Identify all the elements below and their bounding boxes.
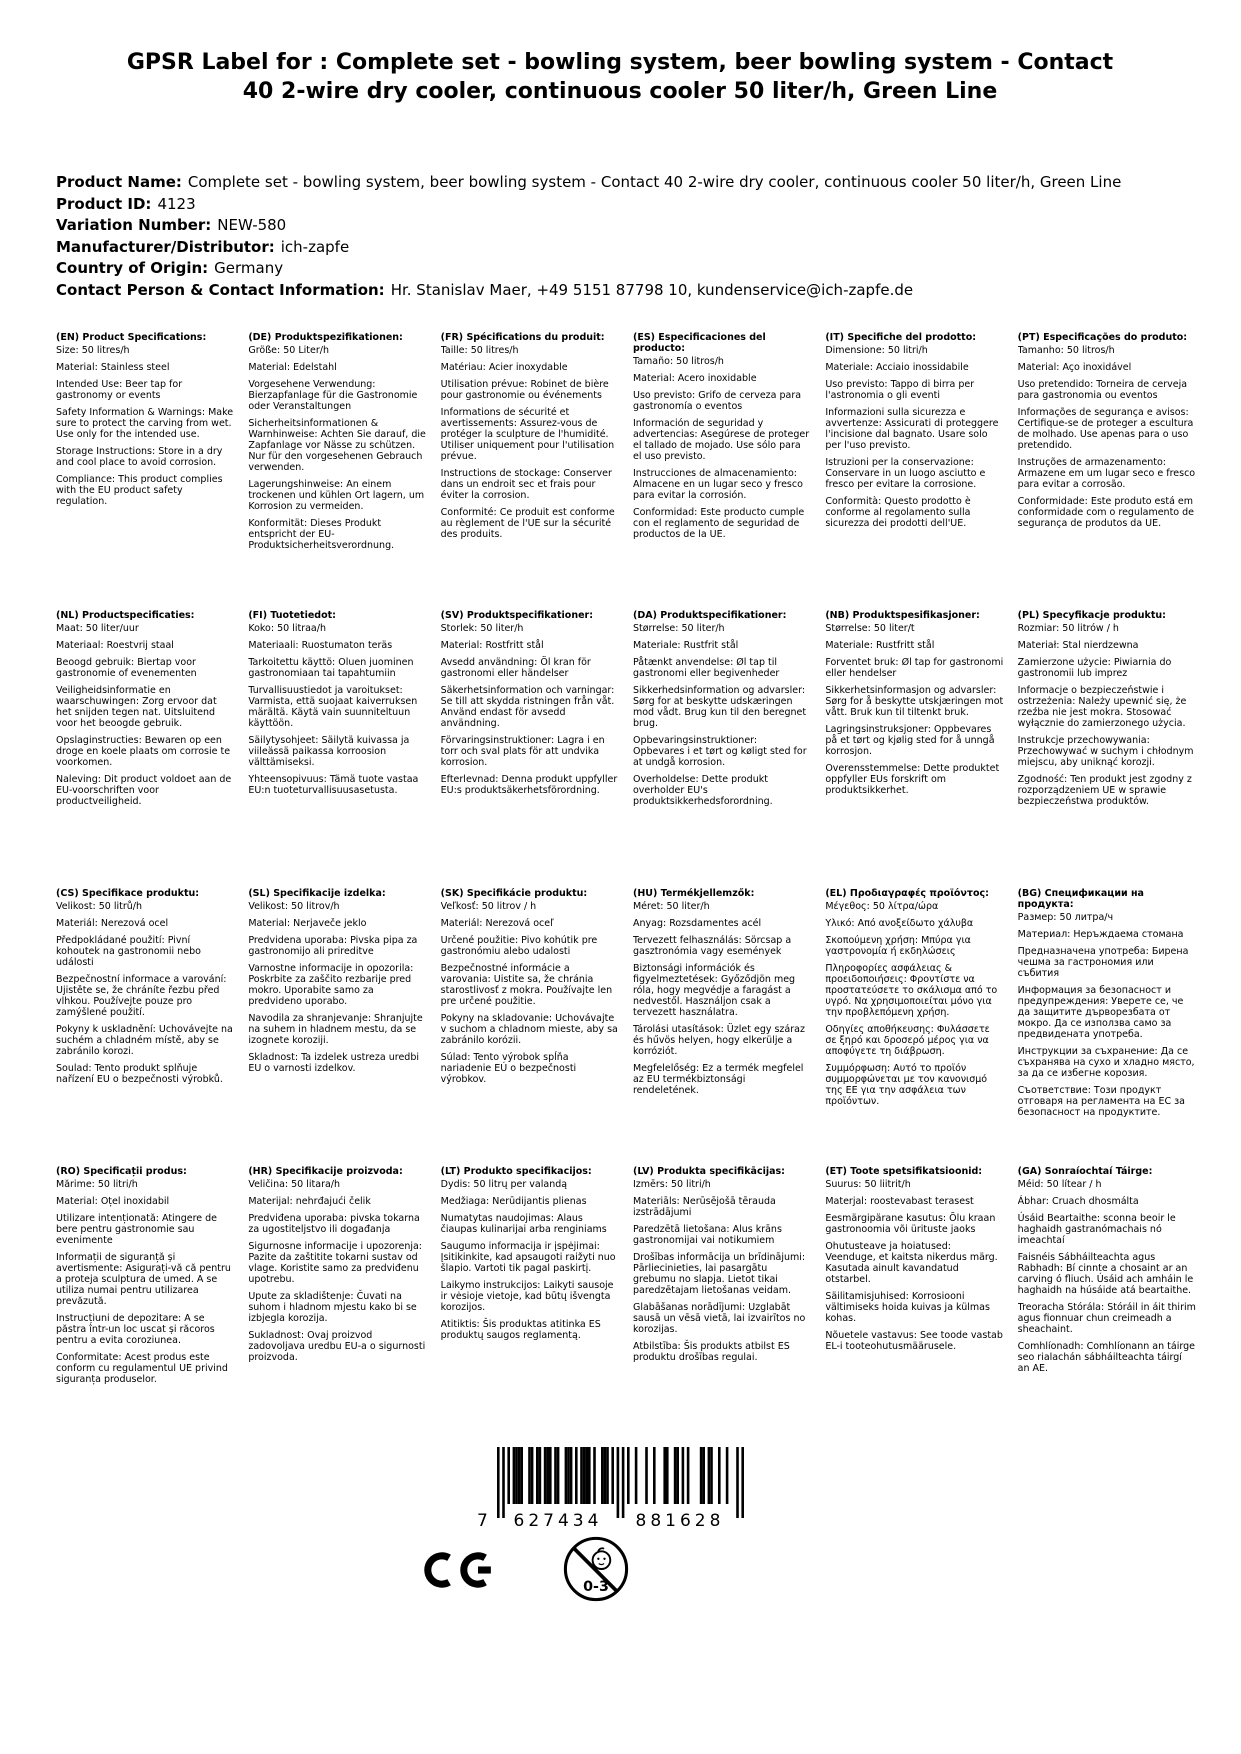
spec-paragraph: Informacje o bezpieczeństwie i ostrzeżenia: Należy upewnić się, że rzeźba nie jest mokra. Stosować wyłącznie do zamierzonego użycia. [1017,685,1187,729]
language-block-lv [633,1166,811,1444]
language-heading: (IT) Specifiche del prodotto: [825,332,977,343]
language-block-nl [56,610,234,888]
spec-paragraph: Veličina: 50 litara/h [248,1179,341,1190]
spec-paragraph: Compliance: This product complies with the EU product safety regulation. [56,474,223,507]
product-info [56,172,1216,301]
spec-paragraph: Efterlevnad: Denna produkt uppfyller EU:s produktsäkerhetsförordning. [440,774,618,796]
spec-paragraph: Material: Nerjaveče jeklo [248,918,367,929]
language-block-lt [441,1166,619,1444]
language-heading: (HU) Termékjellemzők: [632,888,755,899]
language-heading: (PT) Especificações do produto: [1017,332,1188,343]
variation-number-row [56,215,1216,237]
spec-paragraph: Säkerhetsinformation och varningar: Se till att skydda ristningen från våt. Använd endast för avsedd användning. [440,685,615,729]
language-heading: (PL) Specyfikacje produktu: [1017,610,1166,621]
page-title: GPSR Label for : Complete set - bowling system, beer bowling system - Contact 40 2-wire dry cooler, continuous cooler 50 liter/h, Green Line [126,50,1114,105]
language-block-ro [56,1166,234,1444]
spec-paragraph: Méid: 50 lítear / h [1017,1179,1102,1190]
spec-paragraph: Úsáid Beartaithe: sconna beoir le haghaidh gastranómachais nó imeachtaí [1017,1213,1176,1246]
spec-paragraph: Atbilstība: Šis produkts atbilst ES produktu drošības regulai. [632,1341,790,1363]
language-block-ga [1018,1166,1196,1444]
spec-paragraph: Storlek: 50 liter/h [440,623,524,634]
spec-paragraph: Navodila za shranjevanje: Shranjujte na suhem in hladnem mestu, da se izognete koroziji. [248,1013,423,1046]
spec-paragraph: Materijal: nehrđajući čelik [248,1196,371,1207]
spec-paragraph: Информация за безопасност и предупреждения: Уверете се, че да защитите дърворезбата от мокро. Да се използва само за предвидената употреба. [1017,985,1184,1040]
spec-paragraph: Säilitamisjuhised: Korrosiooni vältimiseks hoida kuivas ja külmas kohas. [825,1291,990,1324]
spec-paragraph: Informazioni sulla sicurezza e avvertenze: Assicurati di proteggere l'incisione dal bagnato. Usare solo per l'uso previsto. [825,407,999,451]
spec-paragraph: Avsedd användning: Öl kran för gastronomi eller händelser [440,657,591,679]
spec-paragraph: Materiaali: Ruostumaton teräs [248,640,393,651]
spec-paragraph: Πληροφορίες ασφάλειας & προειδοποιήσεις: Φροντίστε να προστατεύσετε το σκάλισμα από το υγρό. Να χρησιμοποιείται μόνο για την προβλεπόμενη χρήση. [825,963,998,1018]
spec-paragraph: Conformité: Ce produit est conforme au règlement de l'UE sur la sécurité des produits. [440,507,615,540]
language-heading: (SL) Specifikacije izdelka: [248,888,386,899]
spec-paragraph: Informații de siguranță și avertismente: Asigurați-vă că pentru a proteja sculptura de umed. A se utiliza numai pentru utilizarea prevăzută. [56,1252,231,1307]
variation-number-label: Variation Number: [56,216,212,234]
spec-paragraph: Съответствие: Този продукт отговаря на регламента на ЕС за безопасност на продуктите. [1017,1085,1185,1118]
spec-paragraph: Uso previsto: Grifo de cerveza para gastronomía o eventos [632,390,802,412]
spec-paragraph: Megfelelőség: Ez a termék megfelel az EU termékbiztonsági rendeletének. [632,1063,804,1096]
manufacturer-label: Manufacturer/Distributor: [56,237,275,256]
language-heading: (NB) Produktspesifikasjoner: [825,610,980,621]
language-block-es [633,332,811,610]
language-block-bg [1018,888,1196,1166]
spec-paragraph: Saugumo informacija ir įspėjimai: Įsitikinkite, kad apsaugoti raižyti nuo šlapio. Vartoti tik pagal paskirtį. [440,1241,616,1274]
manufacturer-row [56,237,1216,259]
spec-paragraph: Uso pretendido: Torneira de cerveja para gastronomia ou eventos [1017,379,1188,401]
country-of-origin-value: Germany [214,259,284,277]
spec-paragraph: Tárolási utasítások: Üzlet egy száraz és hűvös helyen, hogy elkerülje a korróziót. [632,1024,805,1057]
spec-paragraph: Utilizare intenționată: Atingere de bere pentru gastronomie sau evenimente [56,1213,218,1246]
language-grid [56,332,1196,1444]
spec-paragraph: Laikymo instrukcijos: Laikyti sausoje ir vėsioje vietoje, kad būtų išvengta korozijos. [440,1280,614,1313]
spec-paragraph: Medžiaga: Nerūdijantis plienas [440,1196,587,1207]
language-block-et [825,1166,1003,1444]
spec-paragraph: Ábhar: Cruach dhosmálta [1017,1196,1139,1207]
spec-paragraph: Μέγεθος: 50 λίτρα/ώρα [825,901,939,912]
spec-paragraph: Comhlíonadh: Comhlíonann an táirge seo rialachán sábháilteachta táirgí an AE. [1017,1341,1195,1374]
language-block-pt [1018,332,1196,610]
language-heading: (BG) Спецификации на продукта: [1017,888,1144,910]
spec-paragraph: Σκοπούμενη χρήση: Μπύρα για γαστρονομία ή εκδηλώσεις [825,935,971,957]
spec-paragraph: Mărime: 50 litri/h [56,1179,138,1190]
spec-paragraph: Dydis: 50 litrų per valandą [440,1179,568,1190]
spec-paragraph: Overholdelse: Dette produkt overholder EU's produktsikkerhedsforordning. [632,774,773,807]
product-name-row [56,172,1216,194]
barcode [477,1447,744,1533]
spec-paragraph: Uso previsto: Tappo di birra per l'astronomia o gli eventi [825,379,975,401]
spec-paragraph: Förvaringsinstruktioner: Lagra i en torr och sval plats för att undvika korrosion. [440,735,605,768]
spec-paragraph: Размер: 50 литра/ч [1017,912,1114,923]
spec-paragraph: Konformität: Dieses Produkt entspricht der EU-Produktsicherheitsverordnung. [248,518,395,551]
manufacturer-value: ich-zapfe [280,237,350,256]
language-heading: (ET) Toote spetsifikatsioonid: [825,1166,983,1177]
spec-paragraph: Storage Instructions: Store in a dry and cool place to avoid corrosion. [56,446,223,468]
spec-paragraph: Instructions de stockage: Conserver dans un endroit sec et frais pour éviter la corrosion. [440,468,612,501]
language-heading: (FR) Spécifications du produit: [440,332,605,343]
spec-paragraph: Instruções de armazenamento: Armazene em um lugar seco e fresco para evitar a corrosão. [1017,457,1196,490]
ce-mark-icon [424,1548,496,1596]
spec-paragraph: Ohutusteave ja hoiatused: Veenduge, et kaitsta nikerdus märg. Kasutada ainult kavandatud otstarbel. [825,1241,998,1285]
spec-paragraph: Rozmiar: 50 litrów / h [1017,623,1119,634]
spec-paragraph: Conformidade: Este produto está em conformidade com o regulamento de segurança de produtos da UE. [1017,496,1194,529]
spec-paragraph: Súlad: Tento výrobok spĺňa nariadenie EÚ o bezpečnosti výrobkov. [440,1052,577,1085]
language-block-sv [441,610,619,888]
spec-paragraph: Συμμόρφωση: Αυτό το προϊόν συμμορφώνεται με τον κανονισμό της ΕΕ για την ασφάλεια των προϊόντων. [825,1063,988,1107]
spec-paragraph: Dimensione: 50 litri/h [825,345,928,356]
spec-paragraph: Overensstemmelse: Dette produktet oppfyller EUs forskrift om produktsikkerhet. [825,763,1000,796]
spec-paragraph: Инструкции за съхранение: Да се съхранява на сухо и хладно място, за да се избегне корозия. [1017,1046,1195,1079]
spec-paragraph: Materiale: Rustfrit stål [632,640,739,651]
spec-paragraph: Instrucciones de almacenamiento: Almacene en un lugar seco y fresco para evitar la corrosión. [632,468,803,501]
spec-paragraph: Veiligheidsinformatie en waarschuwingen: Zorg ervoor dat het snijden tegen nat. Uitsluitend voor het beoogde gebruik. [56,685,217,729]
language-heading: (CS) Specifikace produktu: [56,888,200,899]
product-id-row [56,194,1216,216]
spec-paragraph: Informations de sécurité et avertissements: Assurez-vous de protéger la sculpture de l'humidité. Utiliser uniquement pour l'utilisation prévue. [440,407,615,462]
language-heading: (SK) Špecifikácie produktu: [440,888,588,899]
spec-paragraph: Safety Information & Warnings: Make sure to protect the carving from wet. Use only for the intended use. [56,407,234,440]
product-name-value: Complete set - bowling system, beer bowling system - Contact 40 2-wire dry cooler, continuous cooler 50 liter/h, Green Line [187,173,1122,191]
spec-paragraph: Forventet bruk: Øl tap for gastronomi eller hendelser [825,657,1004,679]
spec-paragraph: Eesmärgipärane kasutus: Õlu kraan gastronoomia või ürituste jaoks [825,1213,996,1235]
spec-paragraph: Size: 50 litres/h [56,345,130,356]
language-heading: (EL) Προδιαγραφές προϊόντος: [825,888,989,899]
spec-paragraph: Størrelse: 50 liter/t [825,623,915,634]
spec-paragraph: Pokyny k uskladnění: Uchovávejte na suchém a chladném místě, aby se zabránilo korozi. [56,1024,233,1057]
language-heading: (EN) Product Specifications: [56,332,207,343]
language-block-el [825,888,1003,1166]
spec-paragraph: Material: Aço inoxidável [1017,362,1132,373]
spec-paragraph: Předpokládané použití: Pivní kohoutek na gastronomii nebo události [56,935,201,968]
language-block-fi [248,610,426,888]
barcode-bars [497,1447,744,1518]
spec-paragraph: Beoogd gebruik: Biertap voor gastronomie of evenementen [56,657,197,679]
spec-paragraph: Varnostne informacije in opozorila: Poskrbite za zaščito rezbarije pred mokro. Uporabite samo za predvideno uporabo. [248,963,414,1007]
language-block-cs [56,888,234,1166]
spec-paragraph: Conformità: Questo prodotto è conforme al regolamento sulla sicurezza dei prodotti dell'UE. [825,496,971,529]
language-heading: (HR) Specifikacije proizvoda: [248,1166,403,1177]
spec-paragraph: Conformitate: Acest produs este conform cu regulamentul UE privind siguranța produselor. [56,1352,228,1385]
language-heading: (NL) Productspecificaties: [56,610,195,621]
spec-paragraph: Material: Edelstahl [248,362,337,373]
spec-paragraph: Méret: 50 liter/h [632,901,710,912]
spec-paragraph: Pokyny na skladovanie: Uchovávajte v suchom a chladnom mieste, aby sa zabránilo korózii. [440,1013,618,1046]
spec-paragraph: Turvallisuustiedot ja varoitukset: Varmista, että suojaat kaiverruksen märältä. Käytä vain suunniteltuun käyttöön. [248,685,418,729]
spec-paragraph: Numatytas naudojimas: Alaus čiaupas kulinarijai arba renginiams [440,1213,607,1235]
spec-paragraph: Material: Acero inoxidable [632,373,757,384]
spec-paragraph: Nõuetele vastavus: See toode vastab EL-i tooteohutusmäärusele. [825,1330,1003,1352]
spec-paragraph: Atitiktis: Šis produktas atitinka ES produktų saugos reglamentą. [440,1319,601,1341]
language-block-da [633,610,811,888]
spec-paragraph: Instrucțiuni de depozitare: A se păstra într-un loc uscat și răcoros pentru a evita coroziunea. [56,1313,215,1346]
spec-paragraph: Vorgesehene Verwendung: Bierzapfanlage für die Gastronomie oder Veranstaltungen [248,379,418,412]
spec-paragraph: Izmērs: 50 litri/h [632,1179,711,1190]
spec-paragraph: Materiaal: Roestvrij staal [56,640,174,651]
spec-paragraph: Určené použitie: Pivo kohútik pre gastronómiu alebo udalosti [440,935,598,957]
spec-paragraph: Sicherheitsinformationen & Warnhinweise: Achten Sie darauf, die Zapfanlage vor Nässe zu schützen. Nur für den vorgesehenen Gebrauch verwenden. [248,418,426,473]
spec-paragraph: Material: Oțel inoxidabil [56,1196,170,1207]
spec-paragraph: Bezpečnostní informace a varování: Ujistěte se, že chráníte řezbu před vlhkou. Používejte pouze pro zamýšlené použití. [56,974,227,1018]
spec-paragraph: Tervezett felhasználás: Sörcsap a gasztronómia vagy események [632,935,792,957]
spec-paragraph: Предназначена употреба: Бирена чешма за гастрономия или събития [1017,946,1189,979]
contact-value: Hr. Stanislav Maer, +49 5151 87798 10, kundenservice@ich-zapfe.de [390,280,914,299]
spec-paragraph: Sukladnost: Ovaj proizvod zadovoljava uredbu EU-a o sigurnosti proizvoda. [248,1330,426,1363]
spec-paragraph: Velikost: 50 litrov/h [248,901,340,912]
spec-paragraph: Istruzioni per la conservazione: Conservare in un luogo asciutto e fresco per evitare la corrosione. [825,457,986,490]
spec-paragraph: Veľkosť: 50 litrov / h [440,901,537,912]
spec-paragraph: Opbevaringsinstruktioner: Opbevares i et tørt og køligt sted for at undgå korrosion. [632,735,807,768]
contact-row [56,280,1216,302]
spec-paragraph: Materiál: Nerezová oceľ [440,918,554,929]
spec-paragraph: Tamaño: 50 litros/h [632,356,724,367]
spec-paragraph: Materiale: Acciaio inossidabile [825,362,969,373]
spec-paragraph: Utilisation prévue: Robinet de bière pour gastronomie ou événements [440,379,609,401]
spec-paragraph: Materiał: Stal nierdzewna [1017,640,1139,651]
spec-paragraph: Opslaginstructies: Bewaren op een droge en koele plaats om corrosie te voorkomen. [56,735,231,768]
language-heading: (DA) Produktspecifikationer: [632,610,787,621]
spec-paragraph: Skladnost: Ta izdelek ustreza uredbi EU o varnosti izdelkov. [248,1052,419,1074]
country-of-origin-label: Country of Origin: [56,259,209,277]
spec-paragraph: Anyag: Rozsdamentes acél [632,918,762,929]
age-restriction-label: 0-3 [583,1578,609,1595]
spec-paragraph: Sikkerhetsinformasjon og advarsler: Sørg for å beskytte utskjæringen mot vått. Bruk kun til tiltenkt bruk. [825,685,1004,718]
age-restriction-icon [562,1535,630,1607]
country-of-origin-row [56,258,1216,280]
spec-paragraph: Matériau: Acier inoxydable [440,362,568,373]
spec-paragraph: Tarkoitettu käyttö: Oluen juominen gastronomiaan tai tapahtumiin [248,657,414,679]
language-block-hr [248,1166,426,1444]
spec-paragraph: Maat: 50 liter/uur [56,623,139,634]
spec-paragraph: Instrukcje przechowywania: Przechowywać w suchym i chłodnym miejscu, aby uniknąć korozji. [1017,735,1194,768]
spec-paragraph: Intended Use: Beer tap for gastronomy or events [56,379,183,401]
barcode-left-group: 627434 [513,1511,603,1531]
spec-paragraph: Velikost: 50 litrů/h [56,901,143,912]
spec-paragraph: Bezpečnostné informácie a varovania: Uistite sa, že chránia starostlivosť z mokra. Používajte len pre určené použitie. [440,963,613,1007]
language-block-it [825,332,1003,610]
language-heading: (ES) Especificaciones del producto: [632,332,766,354]
language-heading: (GA) Sonraíochtaí Táirge: [1017,1166,1153,1177]
language-heading: (LT) Produkto specifikacijos: [440,1166,592,1177]
spec-paragraph: Οδηγίες αποθήκευσης: Φυλάσσετε σε ξηρό και δροσερό μέρος για να αποφύγετε τη διάβρωση. [825,1024,990,1057]
spec-paragraph: Материал: Неръждаема стомана [1017,929,1184,940]
contact-label: Contact Person & Contact Information: [56,280,385,299]
spec-paragraph: Materiale: Rustfritt stål [825,640,935,651]
language-block-sl [248,888,426,1166]
spec-paragraph: Υλικό: Από ανοξείδωτο χάλυβα [825,918,974,929]
spec-paragraph: Materiál: Nerezová ocel [56,918,169,929]
spec-paragraph: Naleving: Dit product voldoet aan de EU-voorschriften voor productveiligheid. [56,774,232,807]
language-heading: (SV) Produktspecifikationer: [440,610,594,621]
spec-paragraph: Sigurnosne informacije i upozorenja: Pazite da zaštitite tokarni sustav od vlage. Koristite samo za predviđenu upotrebu. [248,1241,422,1285]
spec-paragraph: Taille: 50 litres/h [440,345,519,356]
spec-paragraph: Größe: 50 Liter/h [248,345,329,356]
language-block-en [56,332,234,610]
spec-paragraph: Zgodność: Ten produkt jest zgodny z rozporządzeniem UE w sprawie bezpieczeństwa produktów. [1017,774,1192,807]
spec-paragraph: Påtænkt anvendelse: Øl tap til gastronomi eller begivenheder [632,657,780,679]
language-heading: (RO) Specificații produs: [56,1166,187,1177]
spec-paragraph: Yhteensopivuus: Tämä tuote vastaa EU:n tuoteturvallisuusasetusta. [248,774,419,796]
spec-paragraph: Säilytysohjeet: Säilytä kuivassa ja viileässä paikassa korroosion välttämiseksi. [248,735,410,768]
barcode-digits [477,1509,744,1533]
product-id-label: Product ID: [56,194,152,213]
spec-paragraph: Conformidad: Este producto cumple con el reglamento de seguridad de productos de la UE. [632,507,805,540]
spec-paragraph: Materjal: roostevabast terasest [825,1196,974,1207]
spec-paragraph: Størrelse: 50 liter/h [632,623,725,634]
language-block-hu [633,888,811,1166]
spec-paragraph: Informações de segurança e avisos: Certifique-se de proteger a escultura de molhado. Use apenas para o uso pretendido. [1017,407,1194,451]
language-block-sk [441,888,619,1166]
spec-paragraph: Suurus: 50 liitrit/h [825,1179,911,1190]
language-heading: (DE) Produktspezifikationen: [248,332,403,343]
language-block-nb [825,610,1003,888]
barcode-right-group: 881628 [635,1511,725,1531]
spec-paragraph: Información de seguridad y advertencias: Asegúrese de proteger el tallado de mojado. Use sólo para el uso previsto. [632,418,810,462]
language-heading: (FI) Tuotetiedot: [248,610,336,621]
spec-paragraph: Material: Rostfritt stål [440,640,544,651]
language-block-fr [441,332,619,610]
language-block-de [248,332,426,610]
spec-paragraph: Tamanho: 50 litros/h [1017,345,1115,356]
language-block-pl [1018,610,1196,888]
spec-paragraph: Predvidena uporaba: Pivska pipa za gastronomijo ali prireditve [248,935,418,957]
spec-paragraph: Predviđena uporaba: pivska tokarna za ugostiteljstvo ili događanja [248,1213,420,1235]
variation-number-value: NEW-580 [217,216,287,234]
spec-paragraph: Faisnéis Sábháilteachta agus Rabhadh: Bí cinnte a chosaint ar an carving ó fliuch. Úsáid ach amháin le haghaidh na húsáide atá beartaithe. [1017,1252,1194,1296]
barcode-first-digit: 7 [477,1511,488,1531]
spec-paragraph: Zamierzone użycie: Piwiarnia do gastronomii lub imprez [1017,657,1172,679]
spec-paragraph: Drošības informācija un brīdinājumi: Pārliecinieties, lai pasargātu grebumu no slapja. Lietot tikai paredzētajam lietošanas veidam. [632,1252,806,1296]
spec-paragraph: Treoracha Stórála: Stóráil in áit thirim agus fionnuar chun creimeadh a sheachaint. [1017,1302,1196,1335]
spec-paragraph: Upute za skladištenje: Čuvati na suhom i hladnom mjestu kako bi se izbjegla korozija. [248,1291,417,1324]
product-name-label: Product Name: [56,173,182,191]
spec-paragraph: Materiāls: Nerūsējošā tērauda izstrādājumi [632,1196,776,1218]
language-heading: (LV) Produkta specifikācijas: [632,1166,785,1177]
spec-paragraph: Sikkerhedsinformation og advarsler: Sørg for at beskytte udskæringen mod vådt. Brug kun til den beregnet brug. [632,685,807,729]
product-id-value: 4123 [157,194,196,213]
spec-paragraph: Material: Stainless steel [56,362,170,373]
spec-paragraph: Koko: 50 litraa/h [248,623,326,634]
spec-paragraph: Lagerungshinweise: An einem trockenen und kühlen Ort lagern, um Korrosion zu vermeiden. [248,479,425,512]
spec-paragraph: Biztonsági információk és figyelmeztetések: Győződjön meg róla, hogy megvédje a faragást a nedvestől. Használjon csak a tervezett használatra. [632,963,796,1018]
spec-paragraph: Soulad: Tento produkt splňuje nařízení EU o bezpečnosti výrobků. [56,1063,223,1085]
spec-paragraph: Glabāšanas norādījumi: Uzglabāt sausā un vēsā vietā, lai izvairītos no korozijas. [632,1302,806,1335]
spec-paragraph: Lagringsinstruksjoner: Oppbevares på et tørt og kjølig sted for å unngå korrosjon. [825,724,995,757]
spec-paragraph: Paredzētā lietošana: Alus krāns gastronomijai vai notikumiem [632,1224,782,1246]
